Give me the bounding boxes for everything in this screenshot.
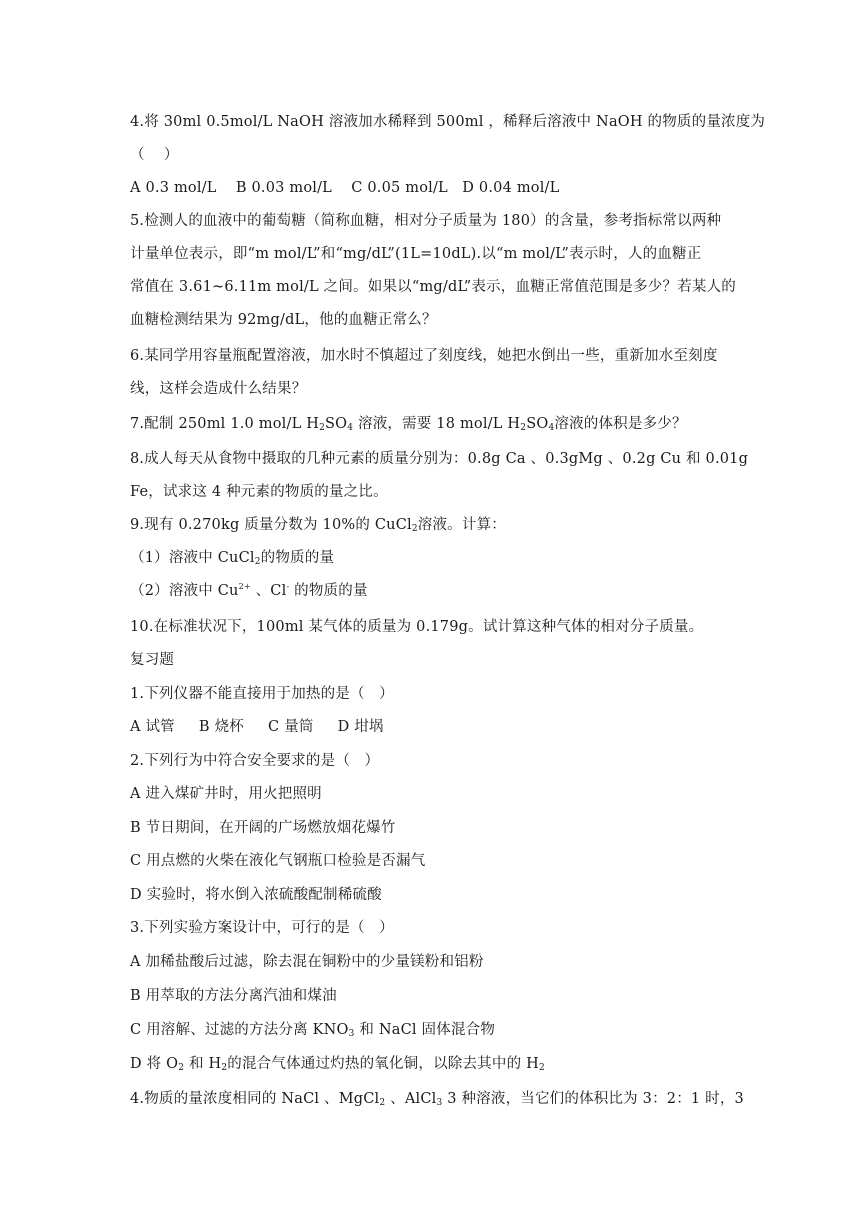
text-line: 7.配制 250ml 1.0 mol/L $H_2SO_4$ 溶液，需要 18 mol/L $H_2SO_4$溶液的体积是多少？	[130, 416, 687, 433]
text-line: C 用溶解、过滤的方法分离 $KNO_3$ 和 NaCl 固体混合物	[130, 1022, 496, 1039]
text-line: 4.物质的量浓度相同的 NaCl 、MgCl$_2$ 、AlCl$_3$ 3 种溶液，当它们的体积比为 3：2：1 时，3	[130, 1091, 744, 1108]
text-line: 9.现有 0.270kg 质量分数为 10%的 CuCl$_2$溶液。计算：	[130, 517, 506, 534]
text-line: B 用萃取的方法分离汽油和煤油	[130, 988, 337, 1004]
text-line: A 试管 B 烧杯 C 量筒 D 坩埚	[130, 719, 384, 735]
text-line: 8.成人每天从食物中摄取的几种元素的质量分别为：0.8g Ca 、0.3gMg 、0.2g Cu 和 0.01g	[130, 451, 749, 467]
text-line: 计量单位表示，即“m mol/L”和“mg/dL”(1L=10dL).以“m mol/L”表示时，人的血糖正	[130, 246, 702, 262]
section-heading: 复习题	[130, 652, 175, 668]
text-line: A 0.3 mol/L B 0.03 mol/L C 0.05 mol/L D 0.04 mol/L	[130, 180, 560, 196]
text-line: （1）溶液中 CuCl$_2$的物质的量	[130, 550, 335, 567]
text-line: 10.在标准状况下，100ml 某气体的质量为 0.179g。试计算这种气体的相对分子质量。	[130, 619, 704, 635]
text-line: 常值在 3.61~6.11m mol/L 之间。如果以“mg/dL”表示，血糖正常值范围是多少？若某人的	[130, 279, 737, 295]
text-line: Fe，试求这 4 种元素的物质的量之比。	[130, 484, 388, 500]
text-line: C 用点燃的火柴在液化气钢瓶口检验是否漏气	[130, 853, 426, 869]
text-line: B 节日期间，在开阔的广场燃放烟花爆竹	[130, 820, 396, 836]
text-line: D 将 $O_2$ 和 $H_2$的混合气体通过灼热的氧化铜，以除去其中的 $H_2$	[130, 1056, 545, 1073]
text-line: （2）溶液中 $Cu^{2+}$ 、Cl- 的物质的量	[130, 582, 368, 599]
text-line: 线，这样会造成什么结果？	[130, 381, 307, 397]
text-line: （ ）	[130, 147, 179, 163]
text-line: A 进入煤矿井时，用火把照明	[130, 786, 322, 802]
text-line: A 加稀盐酸后过滤，除去混在铜粉中的少量镁粉和铝粉	[130, 954, 484, 970]
text-line: 2.下列行为中符合安全要求的是（ ）	[130, 753, 380, 769]
text-line: 3.下列实验方案设计中，可行的是（ ）	[130, 920, 394, 936]
text-line: 1.下列仪器不能直接用于加热的是（ ）	[130, 686, 394, 702]
text-line: 血糖检测结果为 92mg/dL，他的血糖正常么？	[130, 312, 437, 328]
text-line: 4.将 30ml 0.5mol/L NaOH 溶液加水稀释到 500ml ，稀释后溶液中 NaOH 的物质的量浓度为	[130, 114, 766, 130]
text-line: 6.某同学用容量瓶配置溶液，加水时不慎超过了刻度线，她把水倒出一些，重新加水至刻度	[130, 348, 718, 364]
text-line: 5.检测人的血液中的葡萄糖（简称血糖，相对分子质量为 180）的含量，参考指标常以两种	[130, 213, 722, 229]
text-line: D 实验时，将水倒入浓硫酸配制稀硫酸	[130, 887, 382, 903]
